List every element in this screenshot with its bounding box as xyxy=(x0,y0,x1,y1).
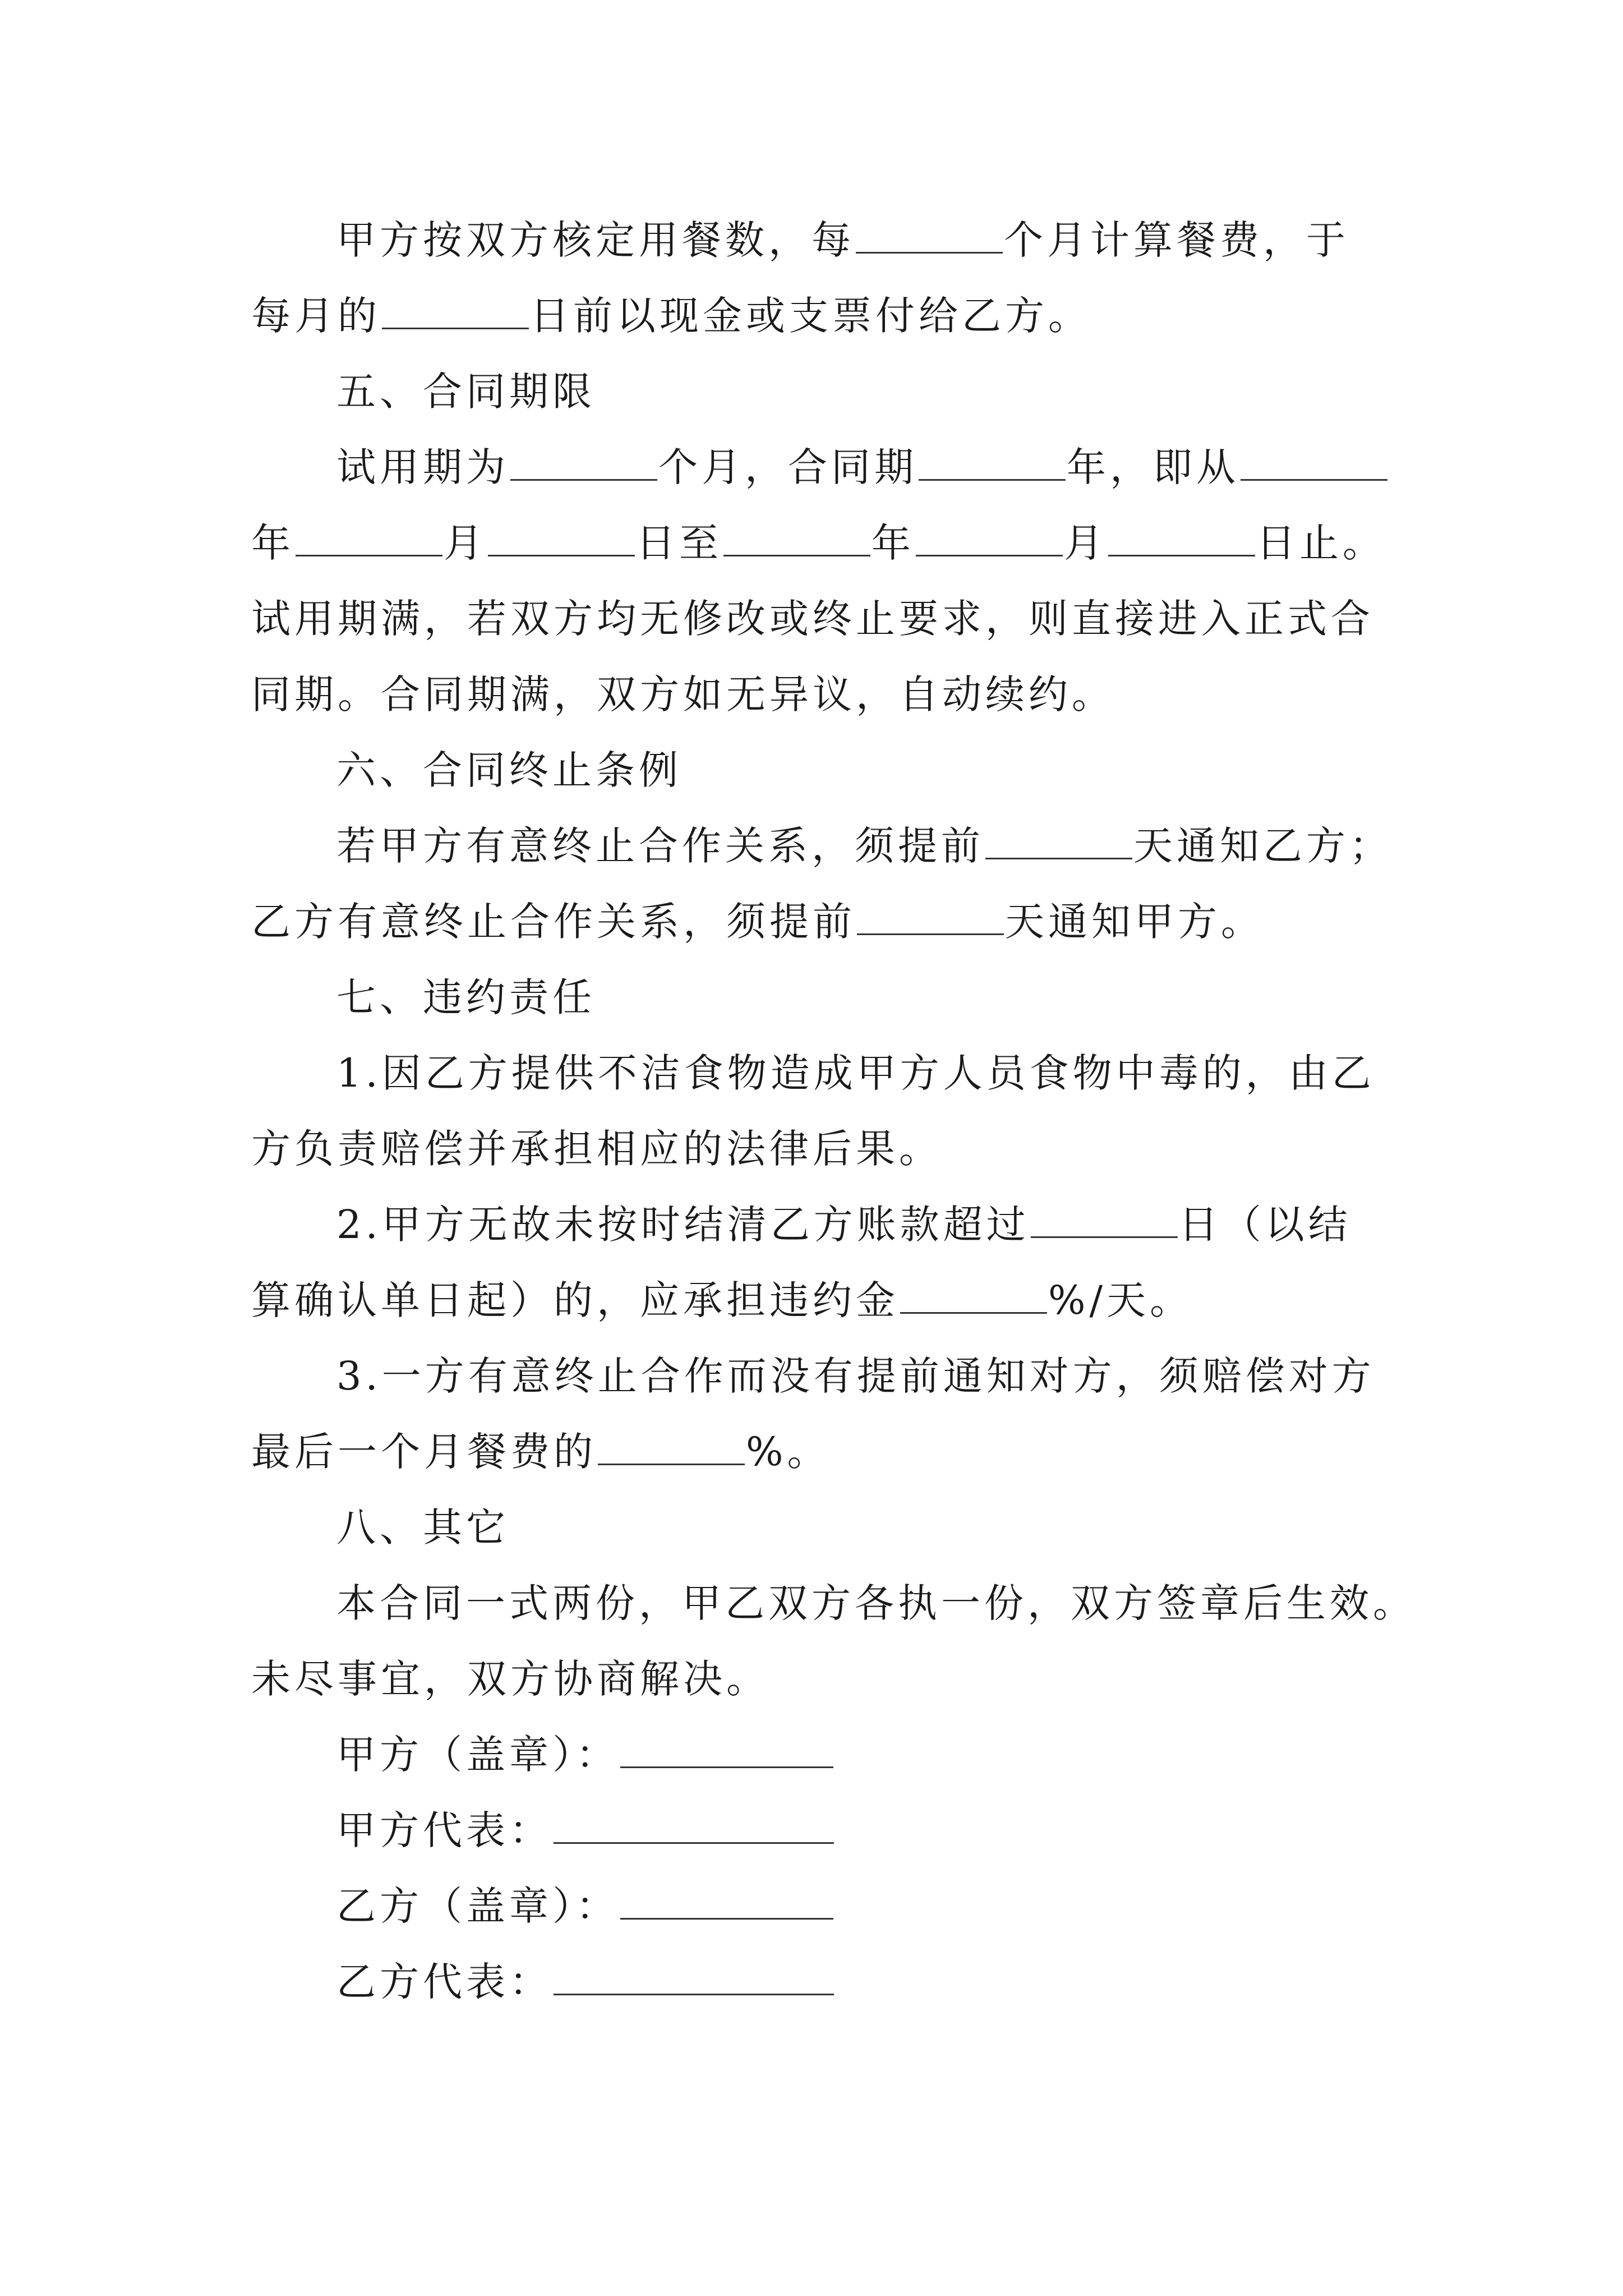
term-year: 年 xyxy=(251,520,294,566)
party-a-seal-field[interactable] xyxy=(620,1732,833,1768)
liability-3-text-c: %。 xyxy=(746,1429,831,1475)
liability-item-3-line-2 xyxy=(251,1425,831,1479)
party-a-seal-line xyxy=(336,1728,834,1782)
payment-text-d: 日前以现金或支票付给乙方。 xyxy=(530,293,1091,339)
term-text-a: 试用期为 xyxy=(336,444,509,490)
payment-line-1 xyxy=(336,213,1349,267)
term-line-1 xyxy=(336,440,1389,494)
section-6-heading: 六、合同终止条例 xyxy=(336,747,682,793)
party-b-seal-label: 乙方（盖章）： xyxy=(336,1883,619,1929)
party-a-rep-label: 甲方代表： xyxy=(336,1807,552,1853)
liability-item-2-line-2 xyxy=(251,1273,1193,1327)
party-a-rep-line xyxy=(336,1803,835,1857)
term-text-c: 年，即从 xyxy=(1067,444,1239,490)
liability-item-1-line-2: 方负责赔偿并承担相应的法律后果。 xyxy=(251,1126,942,1172)
term-line-2 xyxy=(251,516,1386,570)
payment-line-2 xyxy=(251,289,1091,343)
blank-months[interactable] xyxy=(856,217,1003,254)
section-7-heading: 七、违约责任 xyxy=(336,974,596,1020)
liability-2-text-b: 日（以结 xyxy=(1178,1202,1352,1248)
section-5-heading: 五、合同期限 xyxy=(336,369,596,415)
liability-item-2-line-1 xyxy=(336,1198,1352,1251)
blank-end-day[interactable] xyxy=(1108,520,1255,556)
termination-text-d: 天通知甲方。 xyxy=(1005,899,1264,945)
section-8-heading: 八、其它 xyxy=(336,1504,509,1550)
term-text-b: 个月，合同期 xyxy=(658,444,917,490)
liability-item-1-line-1: 1.因乙方提供不洁食物造成甲方人员食物中毒的，由乙 xyxy=(336,1050,1375,1096)
termination-line-1 xyxy=(336,819,1393,873)
termination-text-a: 若甲方有意终止合作关系，须提前 xyxy=(336,823,984,869)
blank-start-month[interactable] xyxy=(296,520,442,556)
other-line-2: 未尽事宜，双方协商解决。 xyxy=(251,1656,769,1702)
liability-2-text-d: %/天。 xyxy=(1048,1277,1193,1323)
blank-end-year[interactable] xyxy=(723,520,870,556)
term-line-3: 试用期满，若双方均无修改或终止要求，则直接进入正式合 xyxy=(251,596,1374,642)
party-a-rep-field[interactable] xyxy=(554,1807,834,1844)
term-line-4: 同期。合同期满，双方如无异议，自动续约。 xyxy=(251,671,1115,717)
payment-text-c: 每月的 xyxy=(251,293,381,339)
party-b-seal-line xyxy=(336,1879,834,1933)
liability-2-text-c: 算确认单日起）的，应承担违约金 xyxy=(251,1277,899,1323)
blank-payday[interactable] xyxy=(382,293,529,329)
blank-notice-days-b[interactable] xyxy=(857,899,1004,935)
term-year-2: 年 xyxy=(872,520,915,566)
party-a-seal-label: 甲方（盖章）： xyxy=(336,1732,619,1778)
blank-contract-years[interactable] xyxy=(919,444,1066,481)
party-b-seal-field[interactable] xyxy=(620,1883,833,1920)
termination-text-c: 乙方有意终止合作关系，须提前 xyxy=(251,899,856,945)
party-b-rep-line xyxy=(336,1955,835,2009)
blank-trial-months[interactable] xyxy=(510,444,657,481)
term-day-to: 日至 xyxy=(636,520,722,566)
other-line-1: 本合同一式两份，甲乙双方各执一份，双方签章后生效。 xyxy=(336,1580,1416,1626)
liability-item-3-line-1: 3.一方有意终止合作而没有提前通知对方，须赔偿对方 xyxy=(336,1353,1375,1399)
blank-overdue-days[interactable] xyxy=(1031,1202,1178,1238)
liability-2-text-a: 2.甲方无故未按时结清乙方账款超过 xyxy=(336,1202,1030,1248)
blank-compensation-percent[interactable] xyxy=(598,1429,745,1465)
liability-3-text-b: 最后一个月餐费的 xyxy=(251,1429,597,1475)
blank-end-month[interactable] xyxy=(916,520,1063,556)
term-month: 月 xyxy=(444,520,487,566)
termination-text-b: 天通知乙方； xyxy=(1133,823,1393,869)
party-b-rep-field[interactable] xyxy=(554,1959,834,1995)
blank-notice-days-a[interactable] xyxy=(985,823,1132,859)
term-month-2: 月 xyxy=(1064,520,1107,566)
term-end: 日止。 xyxy=(1256,520,1386,566)
blank-start-year[interactable] xyxy=(1241,444,1387,481)
payment-text-a: 甲方按双方核定用餐数，每 xyxy=(336,217,855,263)
payment-text-b: 个月计算餐费，于 xyxy=(1004,217,1349,263)
blank-start-day[interactable] xyxy=(488,520,635,556)
termination-line-2 xyxy=(251,895,1264,949)
blank-penalty-rate[interactable] xyxy=(900,1277,1047,1314)
party-b-rep-label: 乙方代表： xyxy=(336,1959,552,2005)
